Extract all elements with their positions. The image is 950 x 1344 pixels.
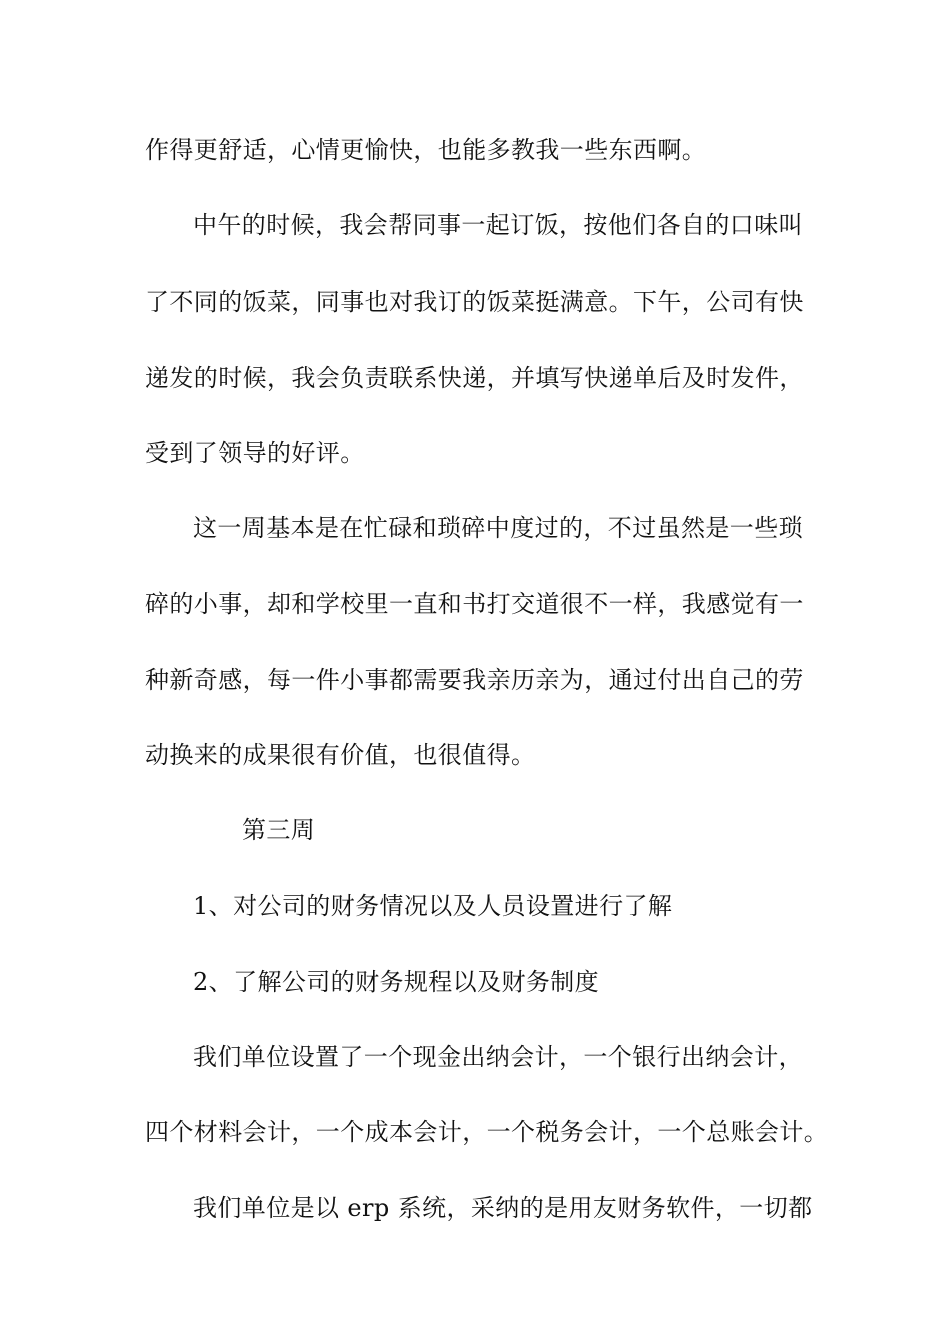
paragraph-first-line: 中午的时候，我会帮同事一起订饭，按他们各自的口味叫 <box>193 211 803 239</box>
text-line: 碎的小事，却和学校里一直和书打交道很不一样，我感觉有一 <box>145 590 804 618</box>
text-line: 四个材料会计，一个成本会计，一个税务会计，一个总账会计。 <box>145 1118 829 1146</box>
section-heading: 第三周 <box>242 816 316 844</box>
paragraph-first-line: 我们单位是以 erp 系统，采纳的是用友财务软件，一切都 <box>193 1194 813 1222</box>
text-line: 种新奇感，每一件小事都需要我亲历亲为，通过付出自己的劳 <box>145 666 804 694</box>
text-line: 动换来的成果很有价值，也很值得。 <box>145 741 536 769</box>
paragraph-first-line: 我们单位设置了一个现金出纳会计，一个银行出纳会计， <box>193 1043 803 1071</box>
list-item: 2、了解公司的财务规程以及财务制度 <box>193 968 600 996</box>
list-item: 1、对公司的财务情况以及人员设置进行了解 <box>193 892 673 920</box>
text-line: 递发的时候，我会负责联系快递，并填写快递单后及时发件， <box>145 364 804 392</box>
text-line: 了不同的饭菜，同事也对我订的饭菜挺满意。下午，公司有快 <box>145 288 804 316</box>
text-line: 作得更舒适，心情更愉快，也能多教我一些东西啊。 <box>145 136 707 164</box>
text-line: 受到了领导的好评。 <box>145 439 365 467</box>
paragraph-first-line: 这一周基本是在忙碌和琐碎中度过的，不过虽然是一些琐 <box>193 514 803 542</box>
